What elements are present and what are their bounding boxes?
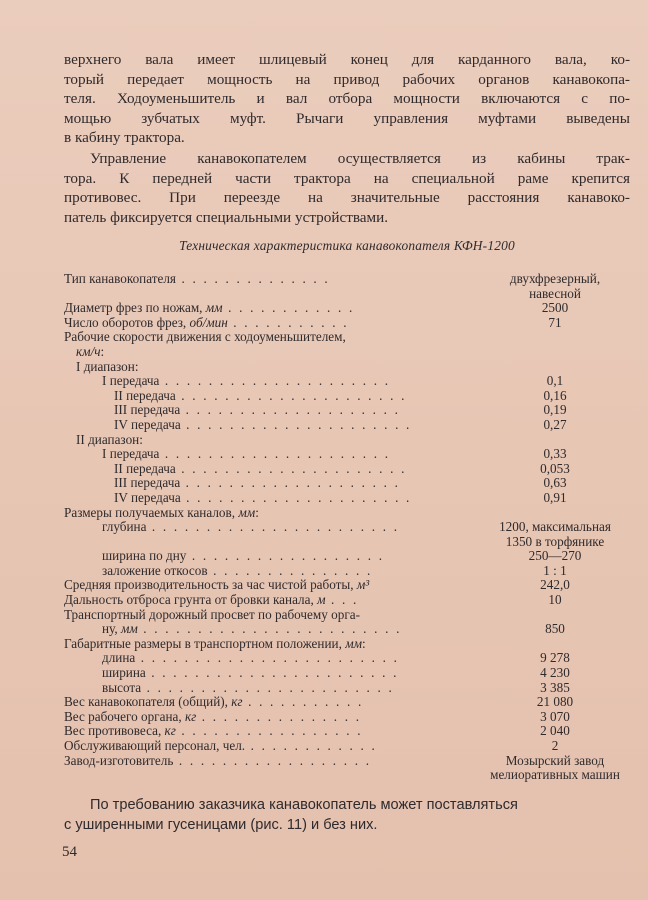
text-line: По требованию заказчика канавокопатель может поставляться [90, 797, 518, 813]
spec-label [102, 549, 384, 564]
spec-row [64, 316, 634, 331]
leader-dots: . . . . . . . . . . . . . . . . . . . . . . . . [135, 650, 400, 666]
spec-label [102, 447, 390, 462]
spec-label [102, 681, 394, 696]
leader-dots: . . . . . . . . . . . . . . . . . . . . . . . [146, 519, 400, 535]
spec-value: 0,16 [543, 387, 567, 403]
spec-label-text: глубина [102, 519, 147, 535]
table-caption: Техническая характеристика канавокопателя КФН-1200 [179, 238, 515, 253]
text-line: Управление канавокопателем осуществляется из кабины трак- [90, 150, 630, 167]
spec-label-text: II передача [114, 460, 176, 476]
spec-row [64, 418, 634, 433]
spec-label [114, 476, 400, 491]
spec-label [64, 593, 358, 608]
spec-unit: мм [205, 300, 223, 316]
spec-unit: кг [164, 723, 176, 739]
spec-label [64, 724, 363, 739]
spec-label [102, 651, 399, 666]
spec-value: 2500 [541, 300, 569, 316]
leader-dots: . . . . . . . . . . . . . . . . . . . . [180, 475, 401, 491]
spec-label [64, 695, 364, 710]
spec-value: 4 230 [540, 665, 570, 681]
spec-row [64, 287, 634, 302]
spec-row [64, 491, 634, 506]
spec-label-text: длина [102, 650, 136, 666]
spec-row [64, 724, 634, 739]
spec-value-continued: 1350 в торфянике [505, 533, 605, 549]
spec-label [64, 316, 349, 331]
spec-value: 2 040 [540, 723, 570, 739]
spec-label [64, 506, 261, 521]
leader-dots: . . . . . . . . . . . [227, 314, 349, 330]
spec-label [64, 330, 346, 345]
spec-label-text: Вес рабочего органа, [64, 708, 185, 724]
spec-value: 0,19 [543, 402, 567, 418]
spec-row [64, 710, 634, 725]
spec-value: 0,053 [540, 460, 570, 476]
spec-row [64, 651, 634, 666]
leader-dots: . . . [325, 592, 359, 608]
spec-label [64, 578, 369, 593]
leader-dots: . . . . . . . . . . . . . . . . . . . . . . . [141, 679, 394, 695]
page-number: 54 [62, 844, 77, 860]
spec-row [64, 593, 634, 608]
spec-label-text: Вес противовеса, [64, 723, 165, 739]
paragraph-1 [64, 50, 630, 148]
leader-dots: . . . . . . . . . . . . [222, 300, 355, 316]
spec-row [64, 637, 634, 652]
spec-value: 0,27 [543, 416, 567, 432]
spec-value: 3 070 [540, 708, 570, 724]
spec-value: 242,0 [540, 577, 570, 593]
leader-dots: : [100, 343, 107, 359]
spec-row [64, 506, 634, 521]
spec-table [64, 271, 634, 783]
leader-dots: . . . . . . . . . . . . . . . . . . [173, 752, 372, 768]
leader-dots: . . . . . . . . . . . . . . . . . . . . [180, 402, 401, 418]
spec-value: 3 385 [540, 679, 570, 695]
spec-unit: мм [120, 621, 138, 637]
leader-dots: . . . . . . . . . . . . . . . . . . . . . . . [145, 665, 399, 681]
spec-label-text: Завод-изготовитель [64, 752, 174, 768]
spec-row [64, 564, 634, 579]
spec-row [64, 330, 634, 345]
spec-label-text: высота [102, 679, 142, 695]
spec-value: 9 278 [540, 650, 570, 666]
leader-dots: . . . . . . . . . . . . . . . . . . . . . [159, 446, 391, 462]
spec-value: Мозырский завод [505, 752, 605, 768]
spec-row [64, 447, 634, 462]
spec-value-continued: мелиоративных машин [490, 767, 620, 783]
spec-label [114, 389, 407, 404]
spec-value: двухфрезерный, [509, 271, 601, 286]
spec-label [114, 418, 412, 433]
spec-label-text: Транспортный дорожный просвет по рабочему орга- [64, 606, 360, 622]
spec-value: 0,91 [543, 489, 567, 505]
spec-row [64, 739, 634, 754]
leader-dots: . . . . . . . . . . . . . . . . . . . . . [180, 416, 412, 432]
spec-label-text: IV передача [114, 489, 181, 505]
leader-dots: . . . . . . . . . . . . . . . . . . . . . [175, 387, 407, 403]
spec-label [64, 739, 377, 754]
spec-value: 2 [551, 738, 559, 753]
spec-row [64, 549, 634, 564]
spec-label-text: Диаметр фрез по ножам, [64, 300, 206, 316]
leader-dots: . . . . . . . . . . . . . . . . . [175, 723, 363, 739]
leader-dots: . . . . . . . . . . . . . . . . . . . . . . . . [137, 621, 402, 637]
spec-label-text: II передача [114, 387, 176, 403]
spec-row [64, 752, 634, 783]
text-line: тора. К передней части трактора на специальной раме крепится [64, 169, 630, 187]
spec-unit: кг [184, 708, 197, 724]
spec-label-text: заложение откосов [102, 562, 208, 578]
spec-value: 10 [548, 592, 562, 608]
spec-label [64, 272, 330, 287]
spec-label [64, 301, 355, 316]
spec-unit: об/мин [189, 314, 228, 330]
spec-row [64, 578, 634, 593]
bottom-paragraph [64, 796, 632, 835]
spec-label-text: Тип канавокопателя [64, 271, 177, 286]
spec-label-text: Число оборотов фрез, [64, 314, 190, 330]
spec-row [64, 433, 634, 448]
text-line: мощью зубчатых муфт. Рычаги управления муфтами выведены [64, 109, 630, 127]
spec-label-text: II диапазон: [76, 431, 143, 447]
spec-label-text: Размеры получаемых каналов, [64, 504, 239, 520]
spec-value: 0,63 [543, 475, 567, 491]
spec-label [64, 637, 368, 652]
spec-unit: м [317, 592, 326, 608]
leader-dots: . . . . . . . . . . . . . . . [207, 562, 373, 578]
text-line: противовес. При переезде на значительные расстояния канавоко- [64, 189, 630, 207]
spec-label-text: Обслуживающий персонал, чел. [64, 738, 246, 753]
spec-label [114, 462, 407, 477]
spec-value: 250—270 [528, 548, 582, 564]
text-line: в кабину трактора. [64, 129, 185, 147]
spec-label [114, 491, 412, 506]
spec-label-text: ну, [102, 621, 121, 637]
spec-label [102, 374, 390, 389]
spec-row [64, 301, 634, 316]
leader-dots: : [362, 635, 368, 651]
spec-unit: мм [345, 635, 363, 651]
spec-value: 21 080 [536, 694, 574, 710]
spec-row [64, 608, 634, 623]
spec-label-text: Вес канавокопателя (общий), [64, 694, 232, 710]
leader-dots: : [255, 504, 262, 520]
leader-dots: . . . . . . . . . . . . . . . . . . . . . [159, 373, 391, 389]
paragraph-2 [64, 149, 630, 227]
spec-label [102, 564, 373, 579]
spec-label [64, 710, 361, 725]
spec-value: 0,1 [546, 373, 564, 389]
spec-label [114, 403, 400, 418]
spec-label-text: III передача [114, 475, 181, 491]
spec-row [64, 345, 634, 360]
spec-row [64, 622, 634, 637]
leader-dots: . . . . . . . . . . . . . . . . . . . . . [180, 489, 412, 505]
text-line: патель фиксируется специальными устройствами. [64, 208, 389, 226]
spec-row [64, 666, 634, 681]
spec-label [76, 433, 143, 448]
leader-dots: . . . . . . . . . . . . . . . [196, 708, 362, 724]
spec-row [64, 535, 634, 550]
spec-label [64, 754, 371, 769]
spec-row [64, 271, 634, 301]
spec-value: 71 [548, 314, 562, 330]
spec-row [64, 374, 634, 389]
spec-label [102, 666, 399, 681]
spec-label [102, 520, 399, 535]
spec-row [64, 681, 634, 696]
spec-label [64, 608, 360, 623]
spec-value: 0,33 [543, 446, 567, 462]
spec-label [102, 622, 402, 637]
leader-dots: . . . . . . . . . . . . [245, 738, 378, 753]
spec-value-continued: навесной [529, 285, 581, 301]
spec-row [64, 360, 634, 375]
leader-dots: . . . . . . . . . . . [242, 694, 364, 710]
spec-label [76, 360, 139, 375]
text-line: теля. Ходоуменьшитель и вал отбора мощности включаются с по- [64, 90, 630, 108]
spec-label-text: I передача [102, 446, 160, 462]
spec-label-text: Средняя производительность за час чистой работы, [64, 577, 357, 593]
spec-unit: м³ [356, 577, 370, 593]
spec-label-text: Дальность отброса грунта от бровки канала, [64, 592, 318, 608]
spec-row [64, 519, 634, 549]
text-line: с уширенными гусеницами (рис. 11) и без них. [64, 816, 378, 833]
spec-row [64, 389, 634, 404]
text-line: торый передает мощность на привод рабочих органов канавокопа- [64, 70, 630, 88]
spec-label-text: I диапазон: [76, 358, 139, 374]
spec-label-text: Габаритные размеры в транспортном положении, [64, 635, 346, 651]
spec-row [64, 476, 634, 491]
leader-dots: . . . . . . . . . . . . . . [176, 271, 330, 286]
spec-label-text: IV передача [114, 416, 181, 432]
spec-value: 1 : 1 [543, 562, 567, 578]
spec-label-text: ширина [102, 665, 146, 681]
spec-unit: км/ч [76, 343, 101, 359]
spec-label-text: I передача [102, 373, 160, 389]
spec-unit: мм [238, 504, 256, 520]
spec-label-text: Рабочие скорости движения с ходоуменьшителем, [64, 329, 346, 345]
leader-dots: . . . . . . . . . . . . . . . . . . . . . [175, 460, 407, 476]
spec-value: 1200, максимальная [499, 519, 611, 535]
spec-label-text: ширина по дну [102, 548, 187, 564]
spec-row [64, 462, 634, 477]
text-line: верхнего вала имеет шлицевый конец для карданного вала, ко- [64, 51, 630, 68]
spec-label [76, 345, 106, 360]
spec-value: 850 [545, 621, 565, 637]
spec-row [64, 695, 634, 710]
spec-row [64, 403, 634, 418]
spec-unit: кг [231, 694, 243, 710]
leader-dots: . . . . . . . . . . . . . . . . . . [186, 548, 385, 564]
spec-label-text: III передача [114, 402, 181, 418]
